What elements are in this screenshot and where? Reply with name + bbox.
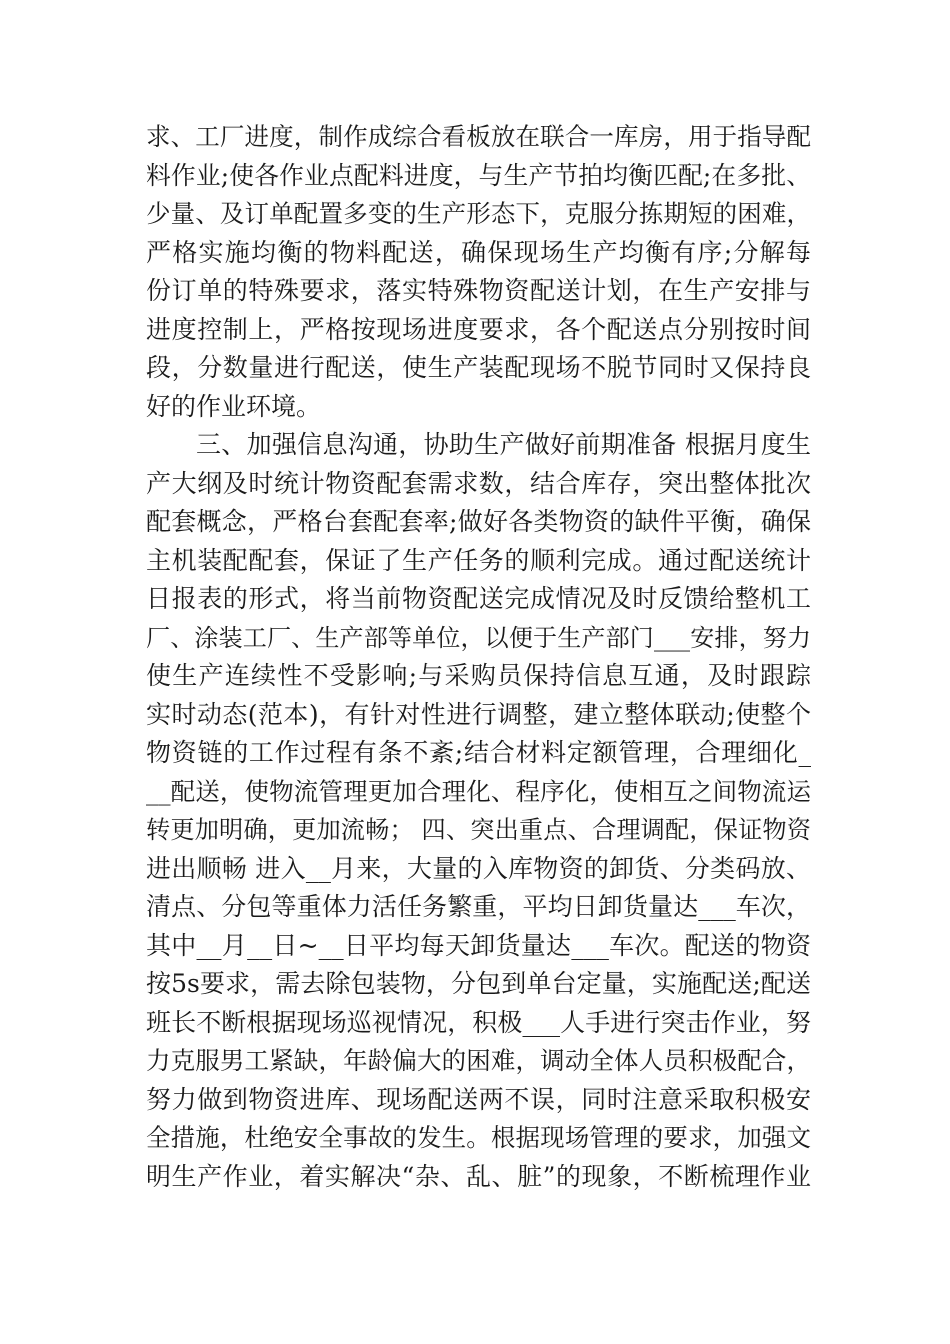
section-heading-line: 三、加强信息沟通，协助生产做好前期准备 根据月度生 [196, 430, 811, 459]
text-line: 物资链的工作过程有条不紊;结合材料定额管理，合理细化_ [146, 738, 811, 767]
text-line: 班长不断根据现场巡视情况，积极___人手进行突击作业，努 [146, 1007, 811, 1037]
text-line: 日报表的形式，将当前物资配送完成情况及时反馈给整机工 [146, 584, 811, 613]
text-line: 少量、及订单配置多变的生产形态下，克服分拣期短的困难， [146, 199, 811, 228]
text-line: 力克服男工紧缺，年龄偏大的困难，调动全体人员积极配合， [146, 1046, 811, 1075]
text-line: 全措施，杜绝安全事故的发生。根据现场管理的要求，加强文 [146, 1123, 811, 1152]
text-line: 其中__月__日~__日平均每天卸货量达___车次。配送的物资 [146, 930, 811, 960]
text-line: 明生产作业，着实解决“杂、乱、脏”的现象，不断梳理作业 [146, 1161, 811, 1191]
text-line: 进度控制上，严格按现场进度要求，各个配送点分别按时间 [146, 314, 811, 344]
text-line: 按5s要求，需去除包装物，分包到单台定量，实施配送;配送 [146, 969, 811, 998]
text-line: 使生产连续性不受影响;与采购员保持信息互通，及时跟踪 [146, 661, 811, 690]
text-line: 厂、涂装工厂、生产部等单位，以便于生产部门___安排，努力 [146, 623, 811, 652]
document-body [146, 118, 811, 1196]
text-line: 产大纲及时统计物资配套需求数，结合库存，突出整体批次 [146, 468, 811, 498]
text-line: 清点、分包等重体力活任务繁重，平均日卸货量达___车次， [146, 892, 811, 921]
text-line: 实时动态(范本)，有针对性进行调整，建立整体联动;使整个 [146, 699, 811, 729]
text-line: 转更加明确，更加流畅； 四、突出重点、合理调配，保证物资 [146, 816, 811, 844]
text-line: 进出顺畅 进入__月来，大量的入库物资的卸货、分类码放、 [146, 853, 811, 883]
text-line: 努力做到物资进库、现场配送两不误，同时注意采取积极安 [146, 1084, 811, 1114]
text-line: 段，分数量进行配送，使生产装配现场不脱节同时又保持良 [146, 353, 811, 382]
text-line: 主机装配配套，保证了生产任务的顺利完成。通过配送统计 [146, 545, 811, 575]
text-line: 料作业;使各作业点配料进度，与生产节拍均衡匹配;在多批、 [146, 160, 811, 190]
text-line: 份订单的特殊要求，落实特殊物资配送计划，在生产安排与 [146, 276, 811, 305]
text-line: 求、工厂进度，制作成综合看板放在联合一库房，用于指导配 [146, 122, 811, 151]
text-line: __配送，使物流管理更加合理化、程序化，使相互之间物流运 [146, 776, 811, 806]
text-line: 严格实施均衡的物料配送，确保现场生产均衡有序;分解每 [146, 237, 811, 267]
text-line: 好的作业环境。 [146, 391, 322, 421]
text-line: 配套概念，严格台套配套率;做好各类物资的缺件平衡，确保 [146, 507, 811, 536]
